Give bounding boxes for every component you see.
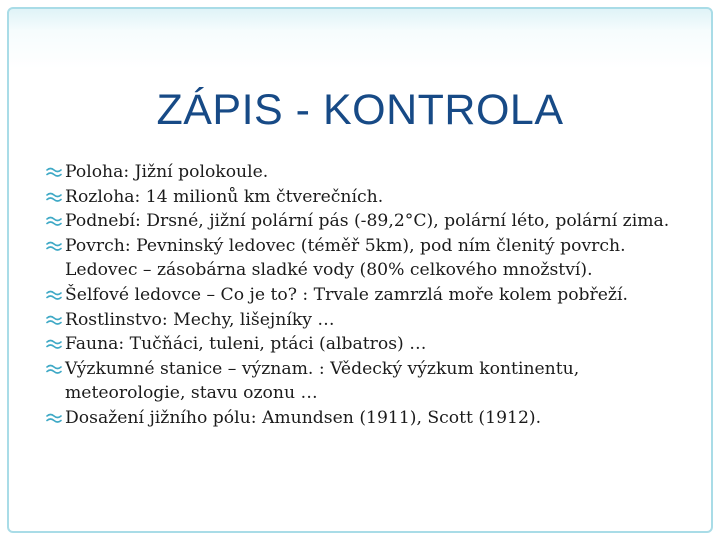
bullet-text: Podnebí: Drsné, jižní polární pás (-89,2°C), polární léto, polární zima.	[65, 211, 670, 232]
wave-bullet-icon	[46, 166, 62, 178]
bullet-item	[46, 308, 696, 333]
wave-bullet-icon	[46, 191, 62, 203]
wave-bullet-icon	[46, 314, 62, 326]
slide-title: ZÁPIS - KONTROLA	[156, 86, 564, 134]
bullet-item	[46, 160, 696, 185]
bullet-text: Dosažení jižního pólu: Amundsen (1911), Scott (1912).	[65, 407, 542, 428]
wave-bullet-icon	[46, 240, 62, 252]
bullet-text: Poloha: Jižní polokoule.	[65, 162, 269, 182]
wave-bullet-icon	[46, 338, 62, 350]
bullet-item	[46, 185, 696, 210]
bullet-item	[46, 283, 696, 308]
bullet-text: Výzkumné stanice – význam. : Vědecký výzkum kontinentu, meteorologie, stavu ozonu …	[65, 358, 580, 404]
bullet-text: Fauna: Tučňáci, tuleni, ptáci (albatros) …	[65, 334, 427, 355]
bullet-item	[46, 406, 696, 431]
bullet-text: Rozloha: 14 milionů km čtverečních.	[65, 186, 384, 207]
wave-bullet-icon	[46, 363, 62, 375]
bullet-item	[46, 234, 696, 283]
bullet-item	[46, 209, 696, 234]
wave-bullet-icon	[46, 215, 62, 227]
wave-bullet-icon	[46, 412, 62, 424]
bullet-text: Rostlinstvo: Mechy, lišejníky …	[65, 309, 335, 330]
bullet-text: Povrch: Pevninský ledovec (téměř 5km), pod ním členitý povrch. Ledovec – zásobárna sladké vody (80% celkového množství).	[65, 235, 626, 281]
bullet-item	[46, 357, 696, 406]
wave-bullet-icon	[46, 289, 62, 301]
bullet-item	[46, 332, 696, 357]
bullet-list	[46, 160, 696, 431]
bullet-text: Šelfové ledovce – Co je to? : Trvale zamrzlá moře kolem pobřeží.	[65, 284, 628, 305]
